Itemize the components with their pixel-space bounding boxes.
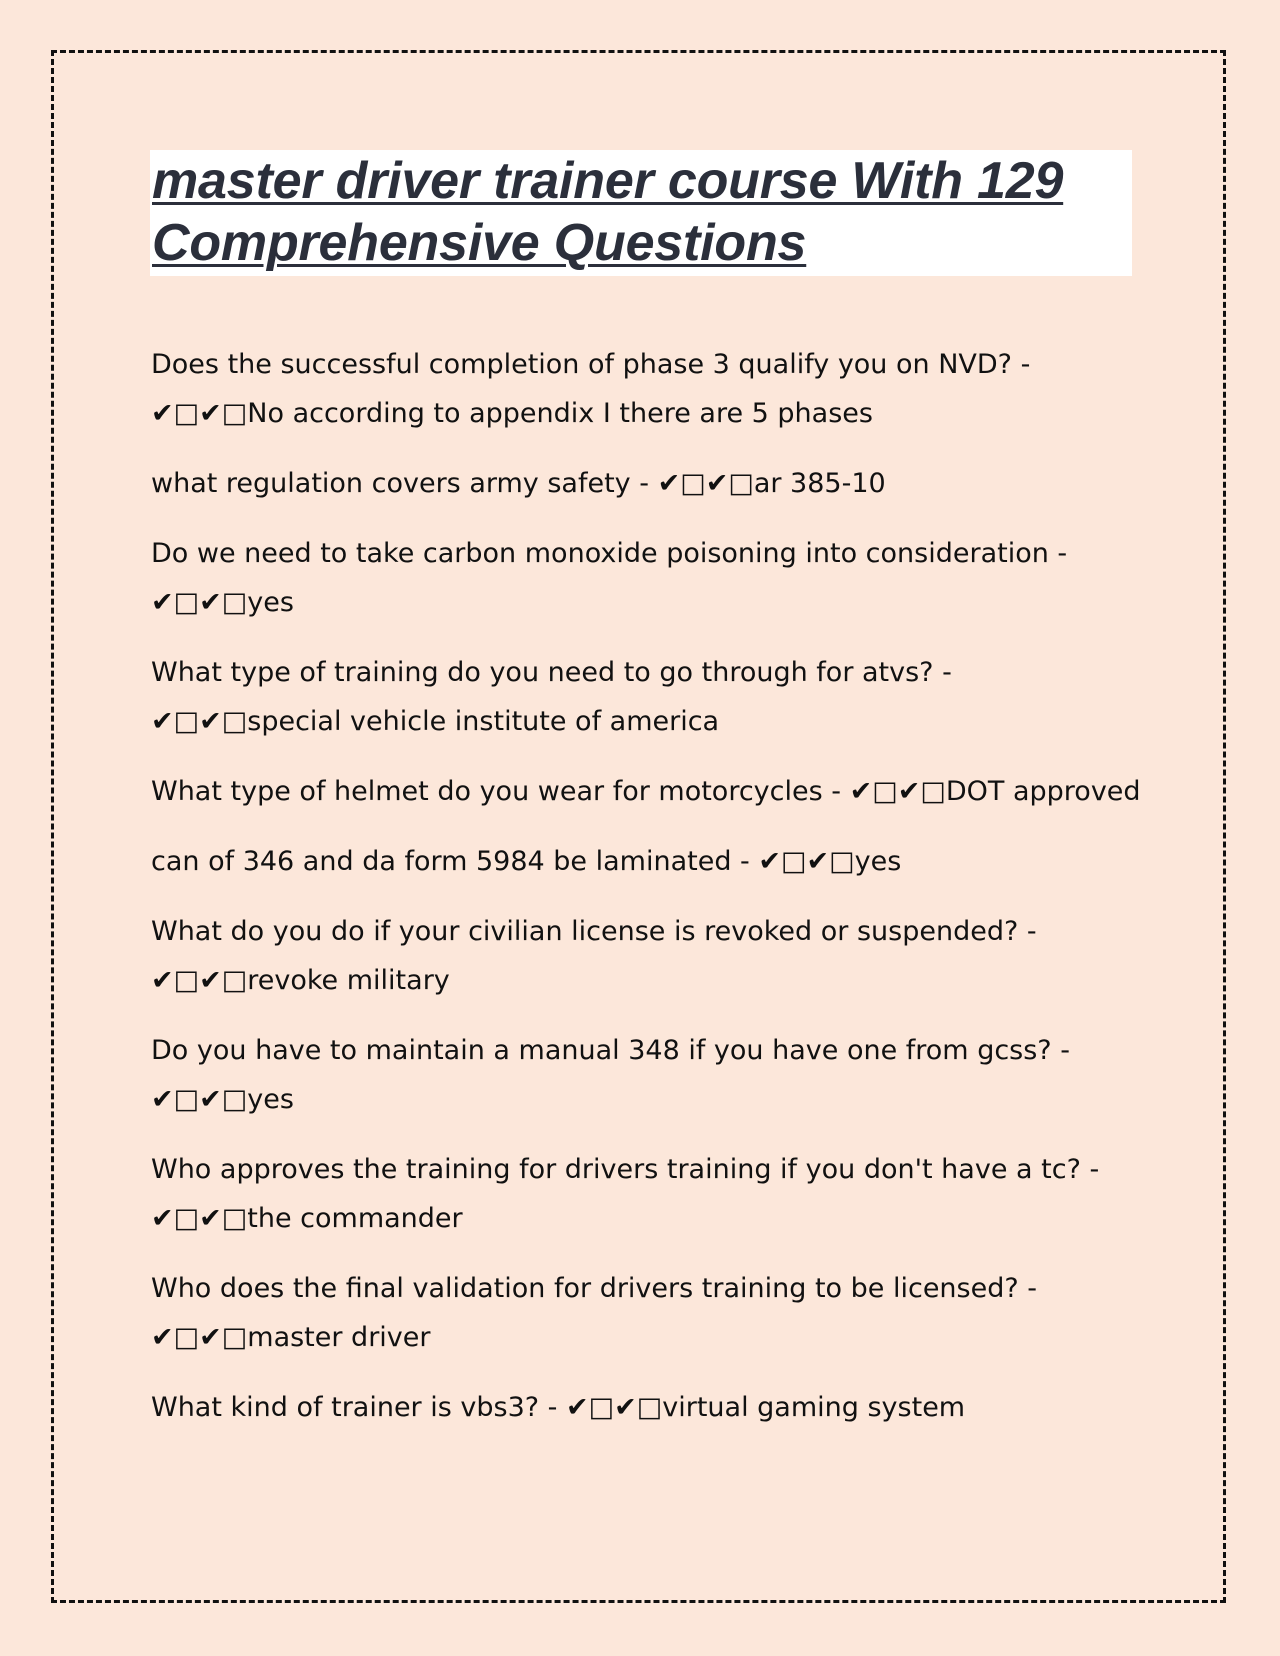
question-item: What type of helmet do you wear for motorcycles - ✔□✔□DOT approved	[151, 776, 1141, 807]
question-item: Who does the final validation for drivers training to be licensed? - ✔□✔□master driver	[151, 1273, 1038, 1353]
question-item: Do you have to maintain a manual 348 if you have one from gcss? - ✔□✔□yes	[151, 1035, 1070, 1115]
question-item: Do we need to take carbon monoxide poisoning into consideration - ✔□✔□yes	[151, 538, 1068, 618]
question-item: Does the successful completion of phase 3 qualify you on NVD? - ✔□✔□No according to appendix I there are 5 phases	[151, 349, 1031, 429]
question-list	[151, 340, 1141, 1453]
question-item: What do you do if your civilian license is revoked or suspended? - ✔□✔□revoke military	[151, 916, 1037, 996]
document-title: master driver trainer course With 129 Comprehensive Questions	[152, 152, 1064, 272]
question-item: what regulation covers army safety - ✔□✔□ar 385-10	[151, 468, 886, 499]
question-item: What type of training do you need to go through for atvs? - ✔□✔□special vehicle institute of america	[151, 657, 952, 737]
question-item: can of 346 and da form 5984 be laminated - ✔□✔□yes	[151, 846, 902, 877]
question-item: Who approves the training for drivers training if you don't have a tc? - ✔□✔□the commander	[151, 1154, 1100, 1234]
question-item: What kind of trainer is vbs3? - ✔□✔□virtual gaming system	[151, 1392, 966, 1423]
title-box	[150, 150, 1132, 276]
